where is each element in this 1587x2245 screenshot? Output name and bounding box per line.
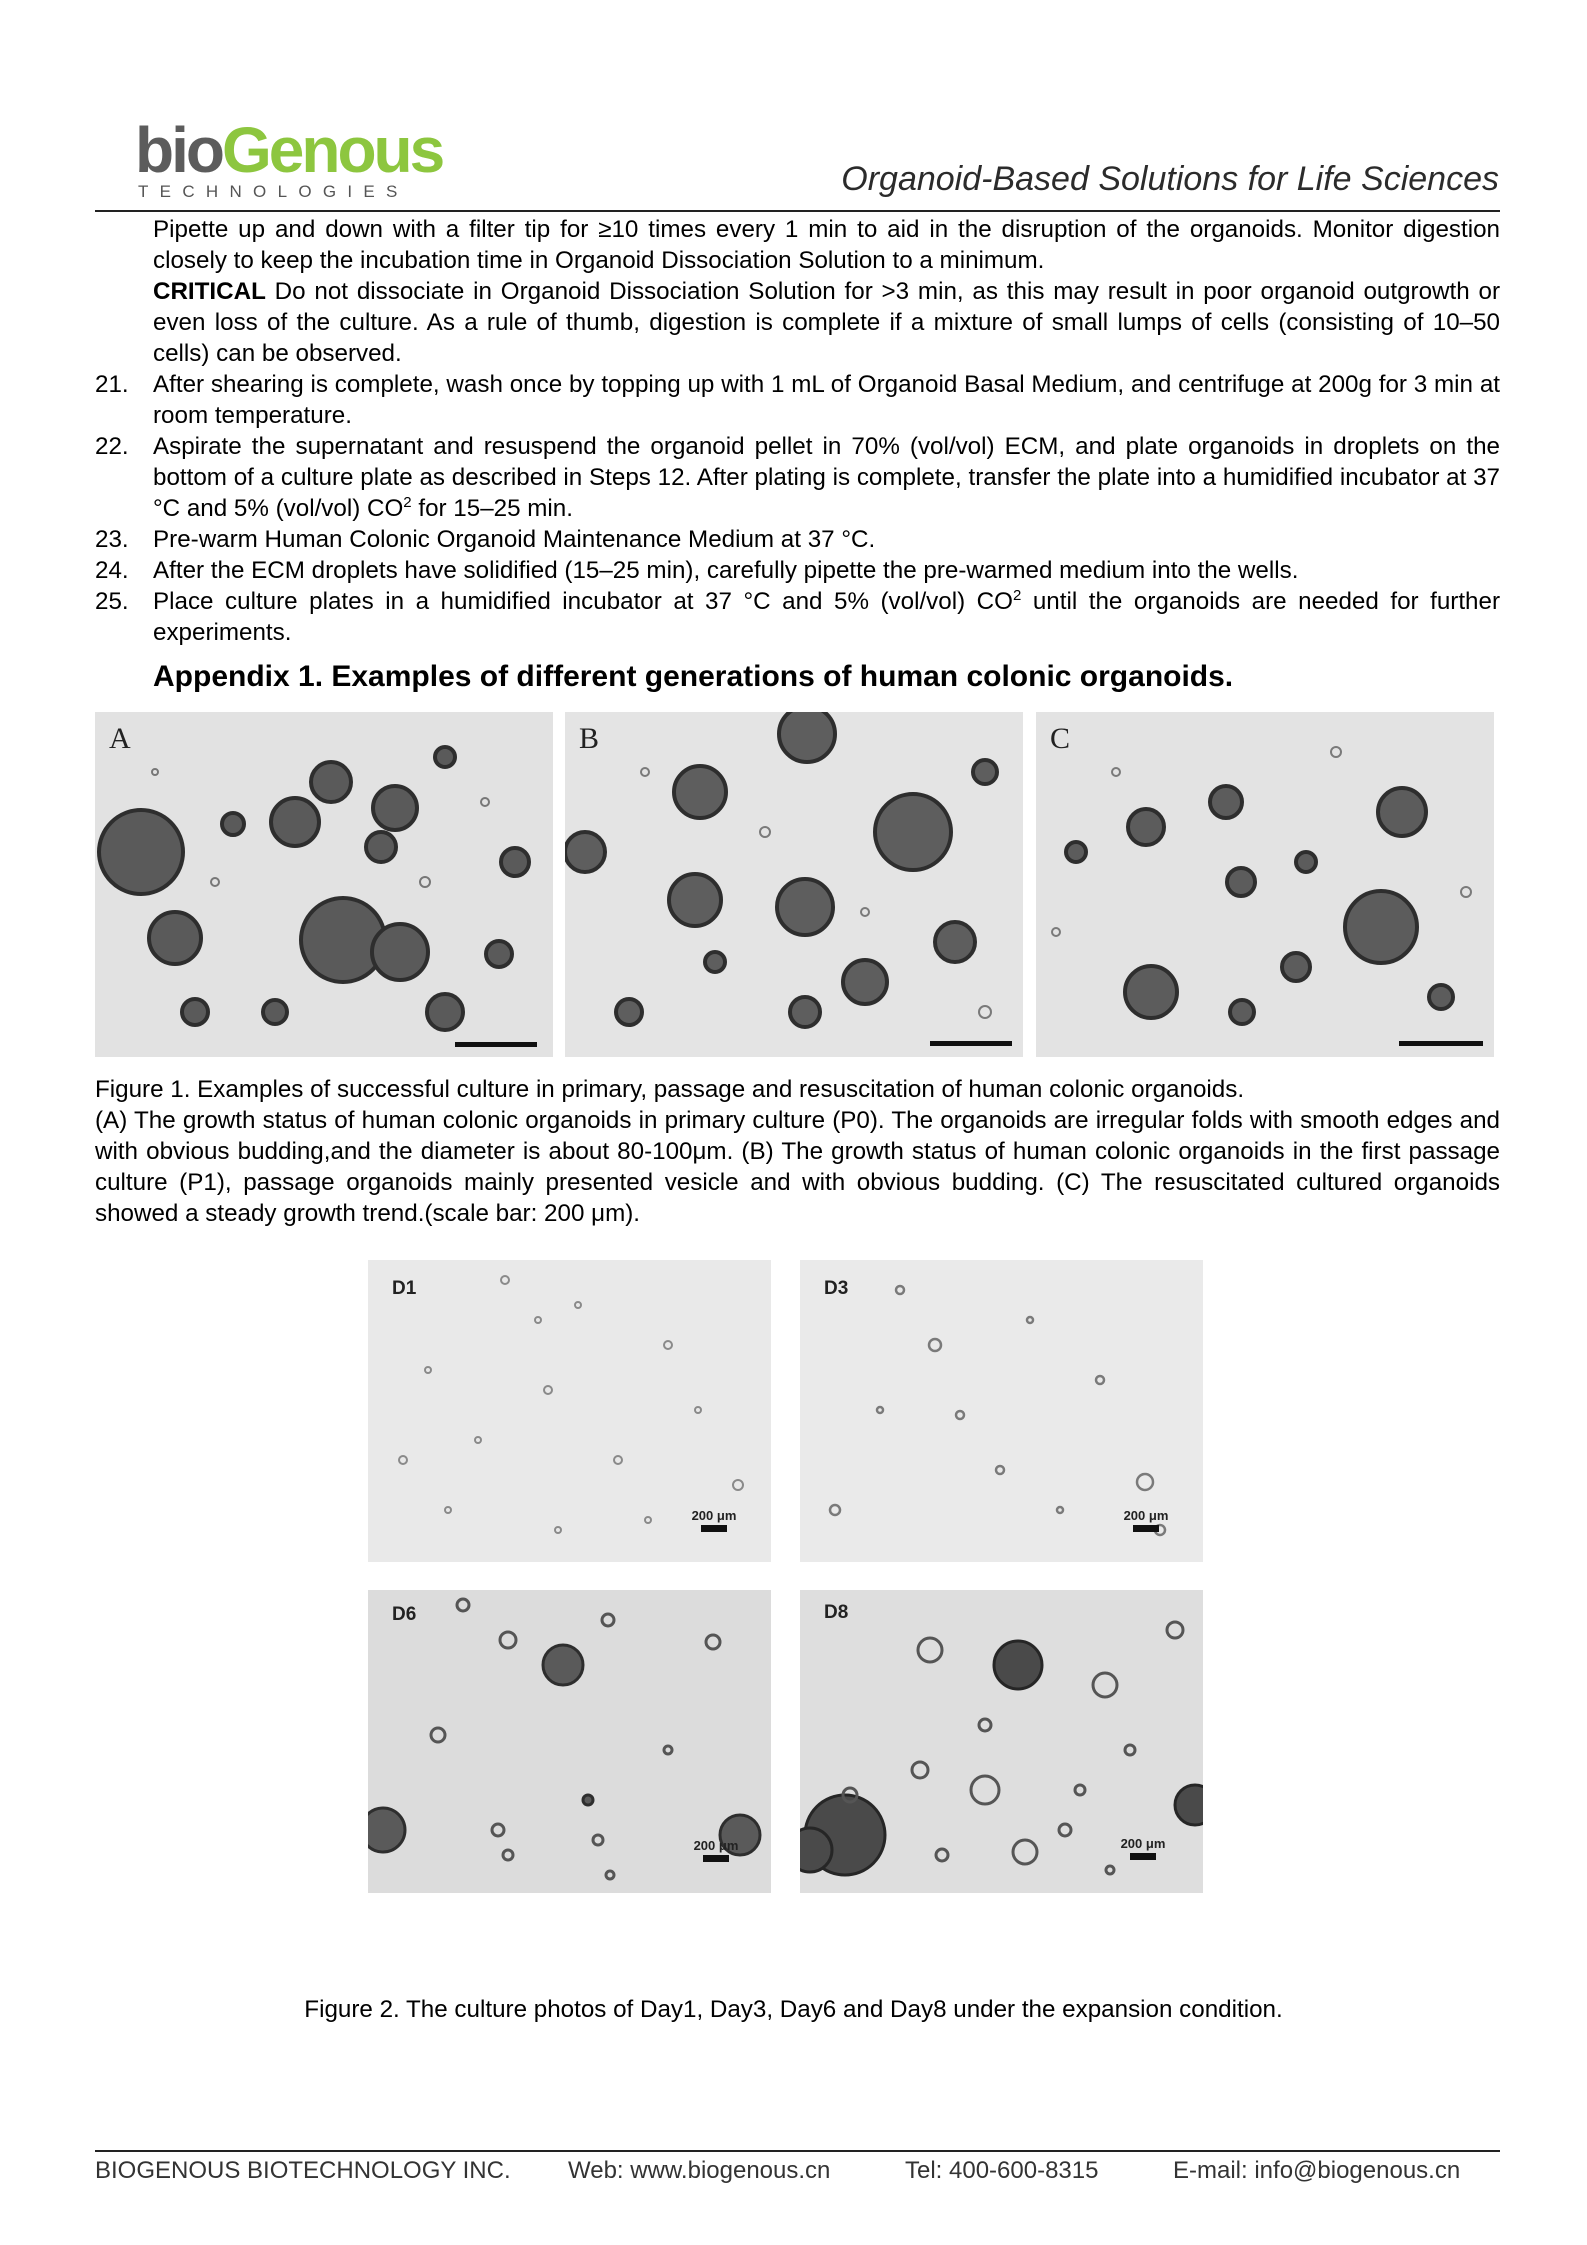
micrograph-image xyxy=(95,712,553,1057)
scale-label: 200 μm xyxy=(1123,1508,1169,1523)
panel-label-c: C xyxy=(1050,722,1071,755)
scale-bar xyxy=(1399,1041,1483,1046)
figure1-caption-title: Figure 1. Examples of successful culture in primary, passage and resuscitation of human colonic organoids. xyxy=(95,1076,1245,1103)
figure2-panel-d8 xyxy=(800,1590,1203,1893)
company-logo xyxy=(135,114,443,186)
figure2-panel-d6 xyxy=(368,1590,771,1893)
figure1-caption-body: (A) The growth status of human colonic organoids in primary culture (P0). The organoids are irregular folds with smooth edges and with obvious budding,and the diameter is about 80-100μm. (B) The growth status of human colonic organoids in the first passage culture (P1), passage organoids mainly presented vesicle and with obvious budding. (C) The resuscitated cultured organoids showed a steady growth trend.(scale bar: 200 μm). xyxy=(95,1107,1500,1227)
footer-divider xyxy=(95,2150,1500,2152)
logo-bio-text: bio xyxy=(135,114,222,186)
figure2-panel-d1 xyxy=(368,1260,771,1562)
figure1-panel-c xyxy=(1036,712,1494,1057)
superscript: 2 xyxy=(1012,586,1022,604)
step-item xyxy=(95,431,1500,524)
superscript: 2 xyxy=(403,493,412,511)
micrograph-image xyxy=(565,712,1023,1057)
scale-label: 200 μm xyxy=(1120,1836,1166,1851)
panel-label-d8: D8 xyxy=(824,1602,849,1623)
step-text-part: Aspirate the supernatant and resuspend the organoid pellet in 70% (vol/vol) ECM, and plate organoids in droplets on the bottom of a culture plate as described in Steps 12. After plating is complete, transfer the plate into a humidified incubator at 37 °C and 5% (vol/vol) CO xyxy=(153,433,1500,522)
figure1-caption xyxy=(95,1074,1500,1229)
logo-subtitle: TECHNOLOGIES xyxy=(138,182,409,201)
step-text: After shearing is complete, wash once by topping up with 1 mL of Organoid Basal Medium, and centrifuge at 200g for 3 min at room temperature. xyxy=(153,371,1500,429)
step-text xyxy=(153,431,1500,524)
footer-web-link[interactable]: Web: www.biogenous.cn xyxy=(568,2157,831,2184)
panel-label-a: A xyxy=(109,722,131,755)
scale-bar xyxy=(455,1042,537,1047)
step-text-part: for 15–25 min. xyxy=(411,495,573,522)
step-number: 25. xyxy=(95,588,129,615)
critical-note xyxy=(153,276,1500,369)
protocol-steps xyxy=(95,214,1500,648)
step-item xyxy=(95,524,1500,555)
panel-label-d1: D1 xyxy=(392,1278,417,1299)
header-divider xyxy=(95,210,1500,212)
scale-bar xyxy=(701,1525,727,1532)
step-number: 23. xyxy=(95,526,129,553)
critical-label: CRITICAL xyxy=(153,278,266,305)
step-number: 21. xyxy=(95,371,129,398)
figure1-panel-a xyxy=(95,712,553,1057)
step-item xyxy=(95,586,1500,648)
step-number: 24. xyxy=(95,557,129,584)
step-number: 22. xyxy=(95,433,129,460)
step-text xyxy=(153,586,1500,648)
figure2-panel-d3 xyxy=(800,1260,1203,1562)
scale-label: 200 μm xyxy=(691,1508,737,1523)
footer-phone: Tel: 400-600-8315 xyxy=(905,2157,1099,2184)
panel-label-d6: D6 xyxy=(392,1604,417,1625)
figure1-panel-b xyxy=(565,712,1023,1057)
scale-bar xyxy=(703,1855,729,1862)
step-item xyxy=(95,555,1500,586)
scale-bar xyxy=(1130,1853,1156,1860)
critical-text: Do not dissociate in Organoid Dissociation Solution for >3 min, as this may result in poor organoid outgrowth or even loss of the culture. As a rule of thumb, digestion is complete if a mixture of small lumps of cells (consisting of 10–50 cells) can be observed. xyxy=(153,278,1500,367)
step-text: Pre-warm Human Colonic Organoid Maintenance Medium at 37 °C. xyxy=(153,526,876,553)
step-text: After the ECM droplets have solidified (15–25 min), carefully pipette the pre-warmed medium into the wells. xyxy=(153,557,1299,584)
footer-company: BIOGENOUS BIOTECHNOLOGY INC. xyxy=(95,2157,511,2184)
scale-bar xyxy=(1133,1525,1159,1532)
scale-label: 200 μm xyxy=(693,1838,739,1853)
logo-genous-text: Genous xyxy=(221,114,443,186)
scale-bar xyxy=(930,1041,1012,1046)
step-continuation-paragraph: Pipette up and down with a filter tip for ≥10 times every 1 min to aid in the disruption of the organoids. Monitor digestion closely to keep the incubation time in Organoid Dissociation Solution to a minimum. xyxy=(153,216,1500,274)
figure2-caption: Figure 2. The culture photos of Day1, Day3, Day6 and Day8 under the expansion condition. xyxy=(304,1996,1283,2023)
footer-email-link[interactable]: E-mail: info@biogenous.cn xyxy=(1173,2157,1461,2184)
micrograph-image xyxy=(1036,712,1494,1057)
panel-label-d3: D3 xyxy=(824,1278,849,1299)
panel-label-b: B xyxy=(579,722,600,755)
appendix-title: Appendix 1. Examples of different generations of human colonic organoids. xyxy=(153,660,1234,693)
step-text-part: until the organoids are needed for further experiments. xyxy=(153,588,1501,646)
step-text-part: Place culture plates in a humidified incubator at 37 °C and 5% (vol/vol) CO xyxy=(153,588,1013,615)
header-tagline: Organoid-Based Solutions for Life Sciences xyxy=(841,160,1499,198)
step-item xyxy=(95,369,1500,431)
